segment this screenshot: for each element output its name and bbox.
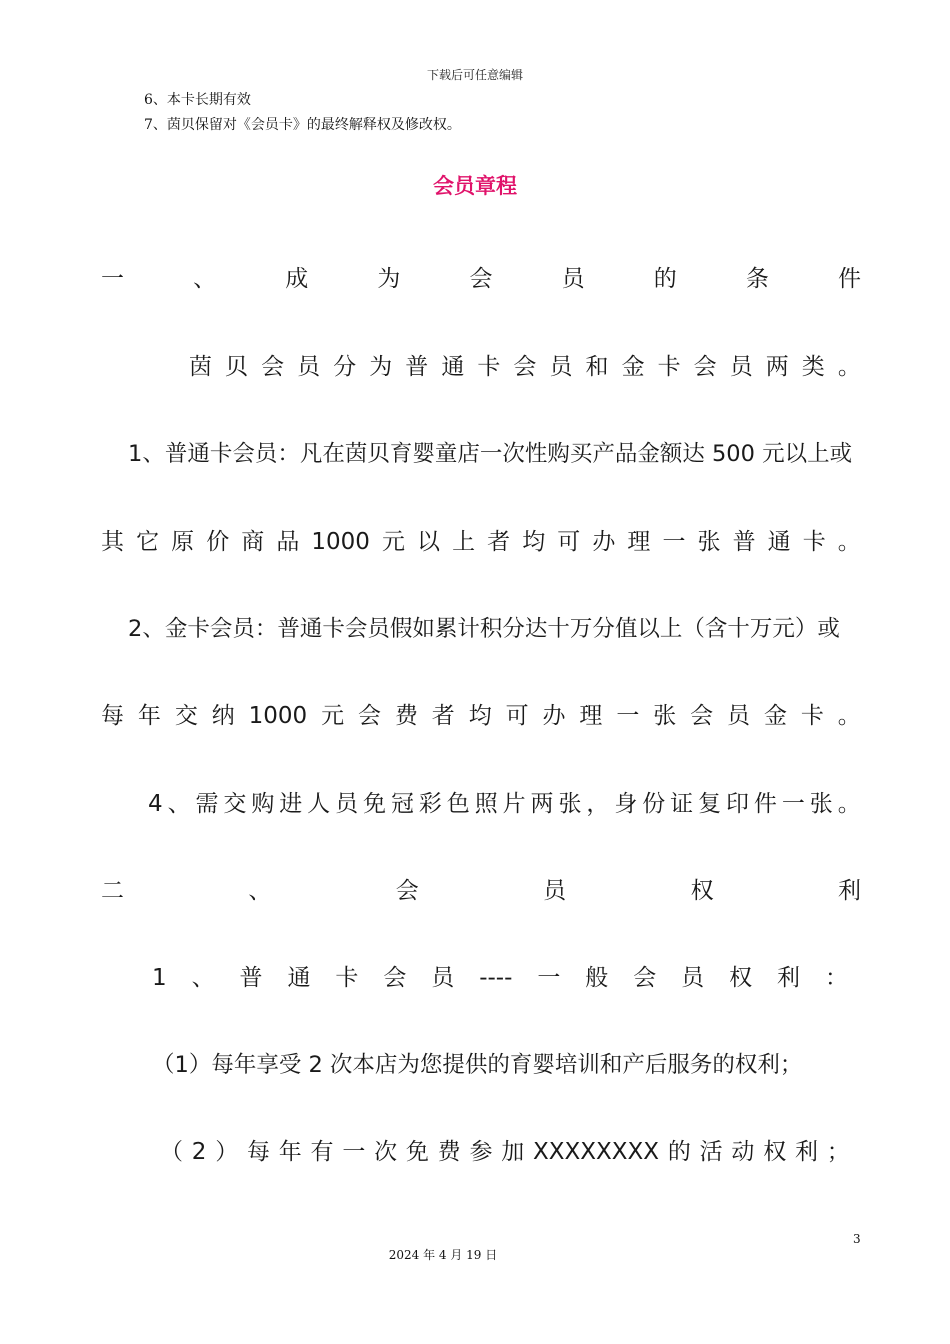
- text-token: 会: [633, 965, 657, 991]
- text-token: 利: [777, 965, 801, 991]
- text-token: 员: [335, 791, 359, 817]
- text-token: 者: [487, 529, 511, 555]
- text-token: 张: [558, 791, 582, 817]
- text-token: 、: [193, 266, 217, 292]
- text-token: 员: [729, 354, 753, 380]
- text-token: 片: [502, 791, 526, 817]
- text-token: 进: [279, 791, 303, 817]
- text-token: 年: [278, 1139, 302, 1165]
- text-token: 条: [745, 266, 769, 292]
- paragraph-line-6: [148, 789, 861, 819]
- text-token: 冠: [390, 791, 414, 817]
- text-token: 会: [357, 703, 381, 729]
- note-7: 7、茵贝保留对《会员卡》的最终解释权及修改权。: [144, 117, 461, 133]
- text-token: （: [160, 1139, 183, 1165]
- text-token: 一: [781, 791, 805, 817]
- text-token: 1000: [311, 529, 370, 555]
- text-token: 免: [405, 1139, 429, 1165]
- text-token: 权: [729, 965, 753, 991]
- text-token: 一: [662, 529, 686, 555]
- text-token: 。: [837, 703, 861, 729]
- text-token: 利: [837, 878, 861, 904]
- paragraph-line-5: [101, 701, 861, 731]
- paragraph-line-7: [152, 963, 848, 993]
- text-token: 以: [417, 529, 441, 555]
- document-title: 会员章程: [433, 174, 517, 198]
- text-token: 可: [505, 703, 529, 729]
- page-header: 下载后可任意编辑: [426, 68, 523, 82]
- text-token: 2: [191, 1139, 207, 1165]
- text-token: 理: [627, 529, 651, 555]
- text-token: 为: [369, 354, 393, 380]
- text-token: 购: [251, 791, 275, 817]
- text-token: 均: [468, 703, 492, 729]
- text-token: 办: [592, 529, 616, 555]
- text-token: ----: [479, 965, 513, 991]
- text-token: 一: [537, 965, 561, 991]
- text-token: 员: [431, 965, 455, 991]
- text-token: 员: [727, 703, 751, 729]
- text-token: ，: [586, 791, 610, 817]
- text-token: 卡: [800, 703, 824, 729]
- text-token: 卡: [335, 965, 359, 991]
- text-token: 加: [501, 1139, 525, 1165]
- section-heading-2: [101, 876, 861, 906]
- text-token: 金: [763, 703, 787, 729]
- text-token: 每: [246, 1139, 270, 1165]
- text-token: 纳: [211, 703, 235, 729]
- text-token: 通: [767, 529, 791, 555]
- text-token: 普: [732, 529, 756, 555]
- text-token: 会: [395, 878, 419, 904]
- text-token: 通: [441, 354, 465, 380]
- text-token: 色: [446, 791, 470, 817]
- text-token: 一: [342, 1139, 366, 1165]
- page-number: 3: [853, 1232, 861, 1246]
- paragraph-line-1: [189, 352, 861, 382]
- text-token: 价: [206, 529, 230, 555]
- text-token: 办: [542, 703, 566, 729]
- text-token: 。: [837, 529, 861, 555]
- text-token: 参: [469, 1139, 493, 1165]
- text-token: 茵: [189, 354, 212, 380]
- text-token: 免: [363, 791, 387, 817]
- text-token: 普: [405, 354, 429, 380]
- paragraph-line-9: [160, 1137, 850, 1167]
- text-token: 有: [310, 1139, 334, 1165]
- text-token: 张: [697, 529, 721, 555]
- text-token: 费: [437, 1139, 461, 1165]
- text-token: 会: [469, 266, 493, 292]
- text-token: 活: [699, 1139, 723, 1165]
- text-token: 会: [690, 703, 714, 729]
- text-token: 通: [287, 965, 311, 991]
- text-token: 者: [431, 703, 455, 729]
- text-token: 、: [248, 878, 272, 904]
- text-token: ：: [824, 965, 848, 991]
- text-token: 复: [698, 791, 722, 817]
- text-token: 交: [223, 791, 247, 817]
- text-token: 人: [307, 791, 331, 817]
- text-token: 元: [321, 703, 345, 729]
- text-token: 上: [452, 529, 476, 555]
- text-token: 它: [136, 529, 160, 555]
- text-token: 权: [690, 878, 714, 904]
- text-token: 品: [276, 529, 300, 555]
- text-token: 、: [167, 791, 191, 817]
- text-token: 般: [585, 965, 609, 991]
- text-token: 彩: [418, 791, 442, 817]
- text-token: 证: [670, 791, 694, 817]
- text-token: 照: [474, 791, 498, 817]
- text-token: 张: [653, 703, 677, 729]
- text-token: 件: [753, 791, 777, 817]
- text-token: 原: [171, 529, 195, 555]
- text-token: 1000: [248, 703, 308, 729]
- text-token: XXXXXXXX: [533, 1139, 660, 1165]
- text-token: 卡: [657, 354, 681, 380]
- text-token: 员: [297, 354, 321, 380]
- text-token: 卡: [802, 529, 826, 555]
- text-token: 的: [667, 1139, 691, 1165]
- text-token: 利: [794, 1139, 818, 1165]
- text-token: 类: [801, 354, 825, 380]
- text-token: 需: [195, 791, 219, 817]
- text-token: 两: [530, 791, 554, 817]
- text-token: 分: [333, 354, 357, 380]
- text-token: ）: [215, 1139, 239, 1165]
- text-token: 。: [837, 791, 861, 817]
- text-token: 动: [731, 1139, 755, 1165]
- text-token: 张: [809, 791, 833, 817]
- text-token: 贝: [225, 354, 249, 380]
- text-token: 4: [148, 791, 163, 817]
- text-token: 次: [374, 1139, 398, 1165]
- text-token: 员: [543, 878, 567, 904]
- text-token: 身: [614, 791, 638, 817]
- text-token: 费: [394, 703, 418, 729]
- text-token: 普: [239, 965, 263, 991]
- text-token: 二: [101, 878, 124, 904]
- note-6: 6、本卡长期有效: [144, 92, 251, 108]
- text-token: 员: [561, 266, 585, 292]
- text-token: 员: [681, 965, 705, 991]
- text-token: 卡: [477, 354, 501, 380]
- paragraph-line-2: 1、普通卡会员：凡在茵贝育婴童店一次性购买产品金额达 500 元以上或: [128, 441, 853, 467]
- text-token: 权: [763, 1139, 787, 1165]
- text-token: 会: [693, 354, 717, 380]
- text-token: ；: [826, 1139, 850, 1165]
- text-token: 成: [285, 266, 309, 292]
- text-token: 会: [513, 354, 537, 380]
- text-token: 一: [101, 266, 124, 292]
- text-token: 可: [557, 529, 581, 555]
- text-token: 理: [579, 703, 603, 729]
- text-token: 。: [837, 354, 861, 380]
- text-token: 每: [101, 703, 124, 729]
- text-token: 其: [101, 529, 124, 555]
- text-token: 份: [642, 791, 666, 817]
- text-token: 和: [585, 354, 609, 380]
- section-heading-1: [101, 264, 861, 294]
- text-token: 商: [241, 529, 265, 555]
- text-token: 金: [621, 354, 645, 380]
- text-token: 会: [261, 354, 285, 380]
- text-token: 元: [381, 529, 405, 555]
- text-token: 均: [522, 529, 546, 555]
- text-token: 印: [726, 791, 749, 817]
- text-token: 为: [377, 266, 401, 292]
- text-token: 年: [137, 703, 161, 729]
- text-token: 1: [152, 965, 167, 991]
- text-token: 两: [765, 354, 789, 380]
- text-token: 、: [191, 965, 215, 991]
- text-token: 交: [174, 703, 198, 729]
- paragraph-line-4: 2、金卡会员：普通卡会员假如累计积分达十万分值以上（含十万元）或: [128, 616, 840, 642]
- paragraph-line-3: [101, 527, 861, 557]
- text-token: 会: [383, 965, 407, 991]
- paragraph-line-8: （1）每年享受 2 次本店为您提供的育婴培训和产后服务的权利；: [152, 1052, 803, 1078]
- text-token: 件: [838, 266, 861, 292]
- footer-date: 2024 年 4 月 19 日: [388, 1248, 498, 1262]
- text-token: 一: [616, 703, 640, 729]
- text-token: 员: [549, 354, 573, 380]
- text-token: 的: [653, 266, 677, 292]
